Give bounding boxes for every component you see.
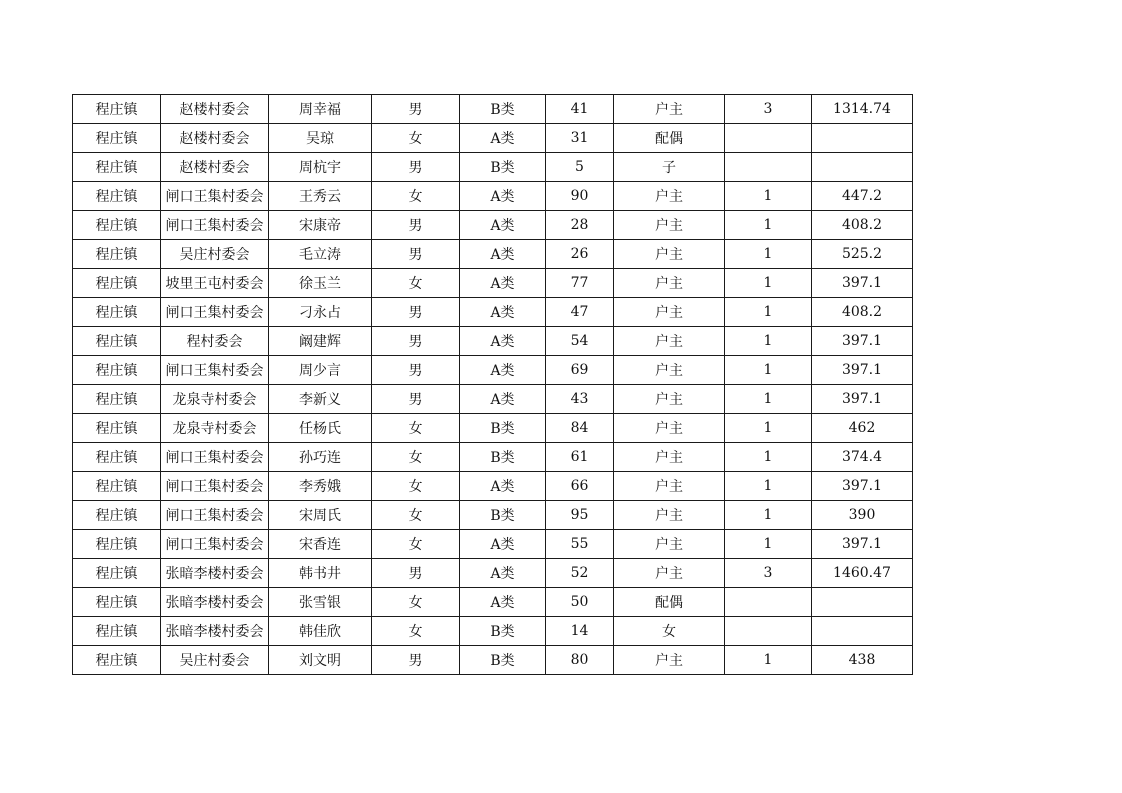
village-cell: 龙泉寺村委会 <box>161 414 269 443</box>
household-size-cell: 1 <box>725 472 812 501</box>
relation-cell: 户主 <box>614 472 725 501</box>
relation-cell: 户主 <box>614 559 725 588</box>
category-cell: B类 <box>460 95 546 124</box>
amount-cell <box>812 617 913 646</box>
table-body <box>73 95 913 675</box>
village-cell: 张暗李楼村委会 <box>161 588 269 617</box>
category-cell: A类 <box>460 588 546 617</box>
age-cell: 50 <box>546 588 614 617</box>
category-cell: A类 <box>460 240 546 269</box>
gender-cell: 女 <box>372 472 460 501</box>
amount-cell: 374.4 <box>812 443 913 472</box>
amount-cell <box>812 153 913 182</box>
household-size-cell: 1 <box>725 385 812 414</box>
town-cell: 程庄镇 <box>73 153 161 182</box>
town-cell: 程庄镇 <box>73 588 161 617</box>
village-cell: 张暗李楼村委会 <box>161 559 269 588</box>
household-size-cell <box>725 617 812 646</box>
town-cell: 程庄镇 <box>73 327 161 356</box>
amount-cell: 408.2 <box>812 211 913 240</box>
village-cell: 张暗李楼村委会 <box>161 617 269 646</box>
category-cell: B类 <box>460 646 546 675</box>
household-size-cell: 1 <box>725 269 812 298</box>
gender-cell: 男 <box>372 240 460 269</box>
amount-cell: 397.1 <box>812 472 913 501</box>
relation-cell: 女 <box>614 617 725 646</box>
amount-cell: 397.1 <box>812 327 913 356</box>
household-size-cell: 1 <box>725 240 812 269</box>
category-cell: A类 <box>460 559 546 588</box>
amount-cell: 397.1 <box>812 356 913 385</box>
amount-cell: 462 <box>812 414 913 443</box>
town-cell: 程庄镇 <box>73 124 161 153</box>
household-size-cell: 1 <box>725 298 812 327</box>
household-size-cell: 1 <box>725 327 812 356</box>
household-size-cell <box>725 124 812 153</box>
relation-cell: 户主 <box>614 501 725 530</box>
town-cell: 程庄镇 <box>73 182 161 211</box>
age-cell: 54 <box>546 327 614 356</box>
household-size-cell: 1 <box>725 211 812 240</box>
table-row <box>73 530 913 559</box>
age-cell: 80 <box>546 646 614 675</box>
town-cell: 程庄镇 <box>73 501 161 530</box>
age-cell: 43 <box>546 385 614 414</box>
age-cell: 61 <box>546 443 614 472</box>
name-cell: 宋周氏 <box>269 501 372 530</box>
age-cell: 26 <box>546 240 614 269</box>
gender-cell: 女 <box>372 501 460 530</box>
relation-cell: 户主 <box>614 356 725 385</box>
gender-cell: 男 <box>372 356 460 385</box>
age-cell: 66 <box>546 472 614 501</box>
amount-cell: 1314.74 <box>812 95 913 124</box>
gender-cell: 男 <box>372 298 460 327</box>
relation-cell: 配偶 <box>614 588 725 617</box>
age-cell: 69 <box>546 356 614 385</box>
name-cell: 王秀云 <box>269 182 372 211</box>
category-cell: A类 <box>460 327 546 356</box>
relation-cell: 户主 <box>614 530 725 559</box>
town-cell: 程庄镇 <box>73 356 161 385</box>
gender-cell: 男 <box>372 646 460 675</box>
name-cell: 周幸福 <box>269 95 372 124</box>
gender-cell: 女 <box>372 617 460 646</box>
relation-cell: 户主 <box>614 443 725 472</box>
town-cell: 程庄镇 <box>73 298 161 327</box>
table-row <box>73 385 913 414</box>
town-cell: 程庄镇 <box>73 414 161 443</box>
gender-cell: 男 <box>372 95 460 124</box>
category-cell: A类 <box>460 385 546 414</box>
category-cell: A类 <box>460 472 546 501</box>
relation-cell: 户主 <box>614 385 725 414</box>
age-cell: 41 <box>546 95 614 124</box>
amount-cell <box>812 124 913 153</box>
age-cell: 47 <box>546 298 614 327</box>
relation-cell: 子 <box>614 153 725 182</box>
relation-cell: 户主 <box>614 182 725 211</box>
age-cell: 77 <box>546 269 614 298</box>
relation-cell: 配偶 <box>614 124 725 153</box>
town-cell: 程庄镇 <box>73 240 161 269</box>
table-row <box>73 414 913 443</box>
category-cell: A类 <box>460 269 546 298</box>
household-size-cell: 1 <box>725 356 812 385</box>
household-size-cell: 3 <box>725 95 812 124</box>
name-cell: 孙巧连 <box>269 443 372 472</box>
age-cell: 28 <box>546 211 614 240</box>
household-size-cell: 1 <box>725 182 812 211</box>
name-cell: 吴琼 <box>269 124 372 153</box>
amount-cell <box>812 588 913 617</box>
gender-cell: 女 <box>372 530 460 559</box>
name-cell: 李新义 <box>269 385 372 414</box>
village-cell: 程村委会 <box>161 327 269 356</box>
relation-cell: 户主 <box>614 327 725 356</box>
gender-cell: 女 <box>372 182 460 211</box>
table-row <box>73 124 913 153</box>
table-row <box>73 240 913 269</box>
category-cell: A类 <box>460 298 546 327</box>
town-cell: 程庄镇 <box>73 559 161 588</box>
name-cell: 韩佳欣 <box>269 617 372 646</box>
name-cell: 刁永占 <box>269 298 372 327</box>
amount-cell: 397.1 <box>812 530 913 559</box>
category-cell: A类 <box>460 356 546 385</box>
name-cell: 毛立涛 <box>269 240 372 269</box>
gender-cell: 女 <box>372 443 460 472</box>
village-cell: 闸口王集村委会 <box>161 356 269 385</box>
table-row <box>73 588 913 617</box>
age-cell: 55 <box>546 530 614 559</box>
category-cell: A类 <box>460 530 546 559</box>
relation-cell: 户主 <box>614 298 725 327</box>
table-row <box>73 269 913 298</box>
amount-cell: 397.1 <box>812 269 913 298</box>
town-cell: 程庄镇 <box>73 211 161 240</box>
relation-cell: 户主 <box>614 414 725 443</box>
town-cell: 程庄镇 <box>73 530 161 559</box>
category-cell: B类 <box>460 414 546 443</box>
village-cell: 赵楼村委会 <box>161 124 269 153</box>
name-cell: 周少言 <box>269 356 372 385</box>
name-cell: 任杨氏 <box>269 414 372 443</box>
town-cell: 程庄镇 <box>73 95 161 124</box>
category-cell: A类 <box>460 182 546 211</box>
village-cell: 坡里王屯村委会 <box>161 269 269 298</box>
age-cell: 84 <box>546 414 614 443</box>
table-row <box>73 95 913 124</box>
village-cell: 吴庄村委会 <box>161 240 269 269</box>
relation-cell: 户主 <box>614 269 725 298</box>
village-cell: 赵楼村委会 <box>161 95 269 124</box>
village-cell: 闸口王集村委会 <box>161 182 269 211</box>
age-cell: 14 <box>546 617 614 646</box>
table-row <box>73 211 913 240</box>
table-row <box>73 472 913 501</box>
gender-cell: 男 <box>372 211 460 240</box>
town-cell: 程庄镇 <box>73 385 161 414</box>
town-cell: 程庄镇 <box>73 617 161 646</box>
table-row <box>73 646 913 675</box>
gender-cell: 男 <box>372 327 460 356</box>
amount-cell: 447.2 <box>812 182 913 211</box>
name-cell: 宋康帝 <box>269 211 372 240</box>
table-row <box>73 327 913 356</box>
category-cell: B类 <box>460 617 546 646</box>
category-cell: B类 <box>460 153 546 182</box>
gender-cell: 男 <box>372 153 460 182</box>
household-size-cell: 1 <box>725 530 812 559</box>
relation-cell: 户主 <box>614 95 725 124</box>
category-cell: B类 <box>460 501 546 530</box>
household-size-cell: 1 <box>725 646 812 675</box>
table-row <box>73 559 913 588</box>
table-row <box>73 153 913 182</box>
village-cell: 吴庄村委会 <box>161 646 269 675</box>
age-cell: 31 <box>546 124 614 153</box>
name-cell: 刘文明 <box>269 646 372 675</box>
name-cell: 徐玉兰 <box>269 269 372 298</box>
category-cell: A类 <box>460 124 546 153</box>
town-cell: 程庄镇 <box>73 646 161 675</box>
table-row <box>73 298 913 327</box>
name-cell: 韩书井 <box>269 559 372 588</box>
name-cell: 宋香连 <box>269 530 372 559</box>
table-row <box>73 356 913 385</box>
gender-cell: 女 <box>372 588 460 617</box>
amount-cell: 390 <box>812 501 913 530</box>
gender-cell: 女 <box>372 124 460 153</box>
village-cell: 赵楼村委会 <box>161 153 269 182</box>
category-cell: B类 <box>460 443 546 472</box>
relation-cell: 户主 <box>614 211 725 240</box>
household-size-cell: 3 <box>725 559 812 588</box>
gender-cell: 女 <box>372 269 460 298</box>
household-size-cell: 1 <box>725 501 812 530</box>
town-cell: 程庄镇 <box>73 443 161 472</box>
amount-cell: 1460.47 <box>812 559 913 588</box>
relation-cell: 户主 <box>614 240 725 269</box>
table-row <box>73 443 913 472</box>
village-cell: 龙泉寺村委会 <box>161 385 269 414</box>
table-row <box>73 501 913 530</box>
household-size-cell: 1 <box>725 443 812 472</box>
gender-cell: 男 <box>372 559 460 588</box>
name-cell: 张雪银 <box>269 588 372 617</box>
amount-cell: 408.2 <box>812 298 913 327</box>
age-cell: 52 <box>546 559 614 588</box>
amount-cell: 397.1 <box>812 385 913 414</box>
village-cell: 闸口王集村委会 <box>161 501 269 530</box>
village-cell: 闸口王集村委会 <box>161 298 269 327</box>
household-size-cell <box>725 153 812 182</box>
relation-cell: 户主 <box>614 646 725 675</box>
age-cell: 5 <box>546 153 614 182</box>
amount-cell: 438 <box>812 646 913 675</box>
gender-cell: 男 <box>372 385 460 414</box>
amount-cell: 525.2 <box>812 240 913 269</box>
household-size-cell <box>725 588 812 617</box>
town-cell: 程庄镇 <box>73 472 161 501</box>
town-cell: 程庄镇 <box>73 269 161 298</box>
table-row <box>73 182 913 211</box>
name-cell: 周杭宇 <box>269 153 372 182</box>
village-cell: 闸口王集村委会 <box>161 443 269 472</box>
age-cell: 95 <box>546 501 614 530</box>
village-cell: 闸口王集村委会 <box>161 211 269 240</box>
village-cell: 闸口王集村委会 <box>161 530 269 559</box>
data-table <box>72 94 913 675</box>
table-row <box>73 617 913 646</box>
category-cell: A类 <box>460 211 546 240</box>
name-cell: 李秀娥 <box>269 472 372 501</box>
village-cell: 闸口王集村委会 <box>161 472 269 501</box>
household-size-cell: 1 <box>725 414 812 443</box>
age-cell: 90 <box>546 182 614 211</box>
name-cell: 阚建辉 <box>269 327 372 356</box>
gender-cell: 女 <box>372 414 460 443</box>
